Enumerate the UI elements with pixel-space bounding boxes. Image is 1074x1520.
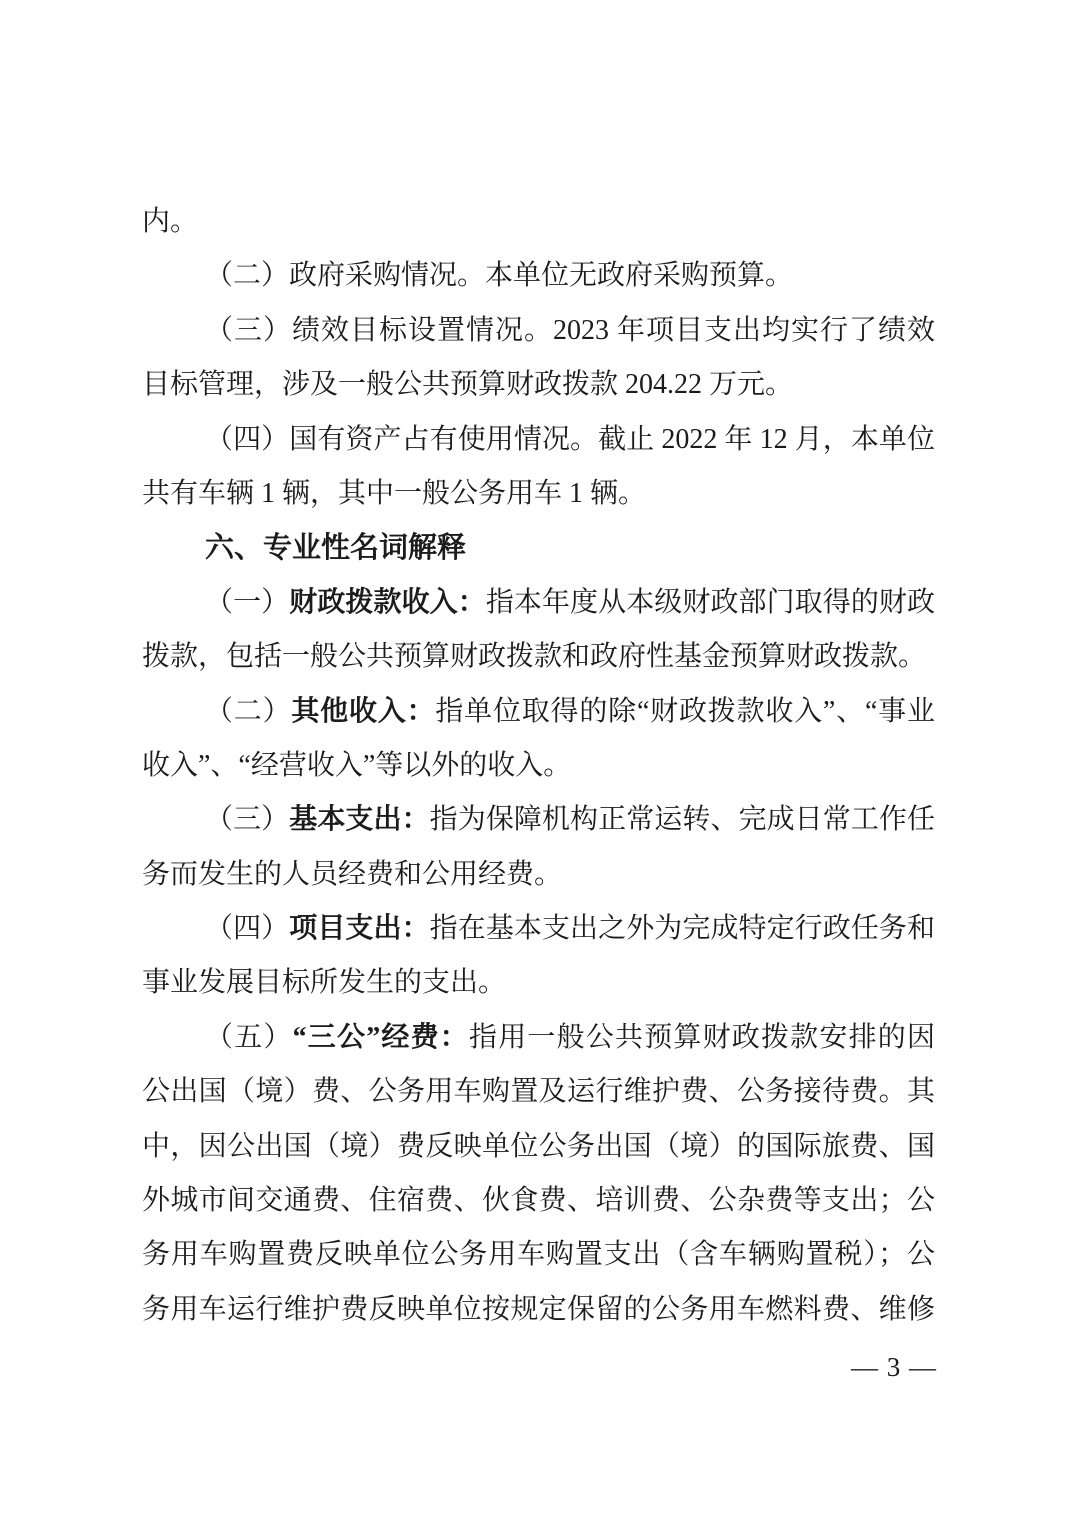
body-text: 指在基本支出之外为完成特定行政任务和 [429,913,935,945]
term-text: 六、专业性名词解释 [205,532,467,565]
body-text: （三）绩效目标设置情况。2023 年项目支出均实行了绩效 [205,314,935,346]
text-line [142,793,935,847]
text-line [142,1228,935,1282]
term-text: 其他收入： [291,695,436,727]
body-text: 务用车运行维护费反映单位按规定保留的公务用车燃料费、维修 [142,1293,935,1325]
text-line [142,630,935,684]
term-text: 项目支出： [289,913,430,945]
text-line [142,195,935,249]
body-text: 指为保障机构正常运转、完成日常工作任 [429,804,935,836]
term-text: “三公”经费： [292,1021,469,1053]
text-line [142,413,935,467]
body-text: 拨款，包括一般公共预算财政拨款和政府性基金预算财政拨款。 [142,641,927,673]
text-line [142,1283,935,1337]
text-line [142,848,935,902]
body-text: 指单位取得的除“财政拨款收入”、“事业 [435,695,935,727]
document-body [142,195,935,1337]
body-text: （五） [205,1021,293,1053]
body-text: （四）国有资产占有使用情况。截止 2022 年 12 月，本单位 [205,423,935,455]
body-text: 指本年度从本级财政部门取得的财政 [485,586,935,618]
body-text: 务而发生的人员经费和公用经费。 [142,858,563,890]
text-line [142,467,935,521]
body-text: 收入”、“经营收入”等以外的收入。 [142,749,572,781]
body-text: 公出国（境）费、公务用车购置及运行维护费、公务接待费。其 [142,1076,935,1108]
term-text: 财政拨款收入： [289,586,486,618]
text-line [142,1065,935,1119]
body-text: 事业发展目标所发生的支出。 [142,967,507,999]
text-line [142,685,935,739]
body-text: 外城市间交通费、住宿费、伙食费、培训费、公杂费等支出；公 [142,1185,935,1217]
section-heading [142,521,935,575]
text-line [142,1174,935,1228]
text-line [142,902,935,956]
body-text: （二） [205,695,292,727]
body-text: 目标管理，涉及一般公共预算财政拨款 204.22 万元。 [142,369,794,401]
body-text: （二）政府采购情况。本单位无政府采购预算。 [205,260,794,292]
body-text: 内。 [142,206,199,237]
text-line [142,739,935,793]
text-line [142,1120,935,1174]
page-number: — 3 — [851,1352,937,1382]
text-line [142,1011,935,1065]
body-text: （三） [205,804,290,836]
term-text: 基本支出： [289,804,430,836]
text-line [142,358,935,412]
body-text: （四） [205,913,290,945]
text-line [142,956,935,1010]
text-line [142,249,935,303]
text-line [142,304,935,358]
body-text: 指用一般公共预算财政拨款安排的因 [469,1021,935,1053]
body-text: （一） [205,586,290,618]
body-text: 中，因公出国（境）费反映单位公务出国（境）的国际旅费、国 [142,1130,935,1162]
body-text: 共有车辆 1 辆，其中一般公务用车 1 辆。 [142,477,647,509]
text-line [142,576,935,630]
body-text: 务用车购置费反映单位公务用车购置支出（含车辆购置税）；公 [142,1239,935,1271]
